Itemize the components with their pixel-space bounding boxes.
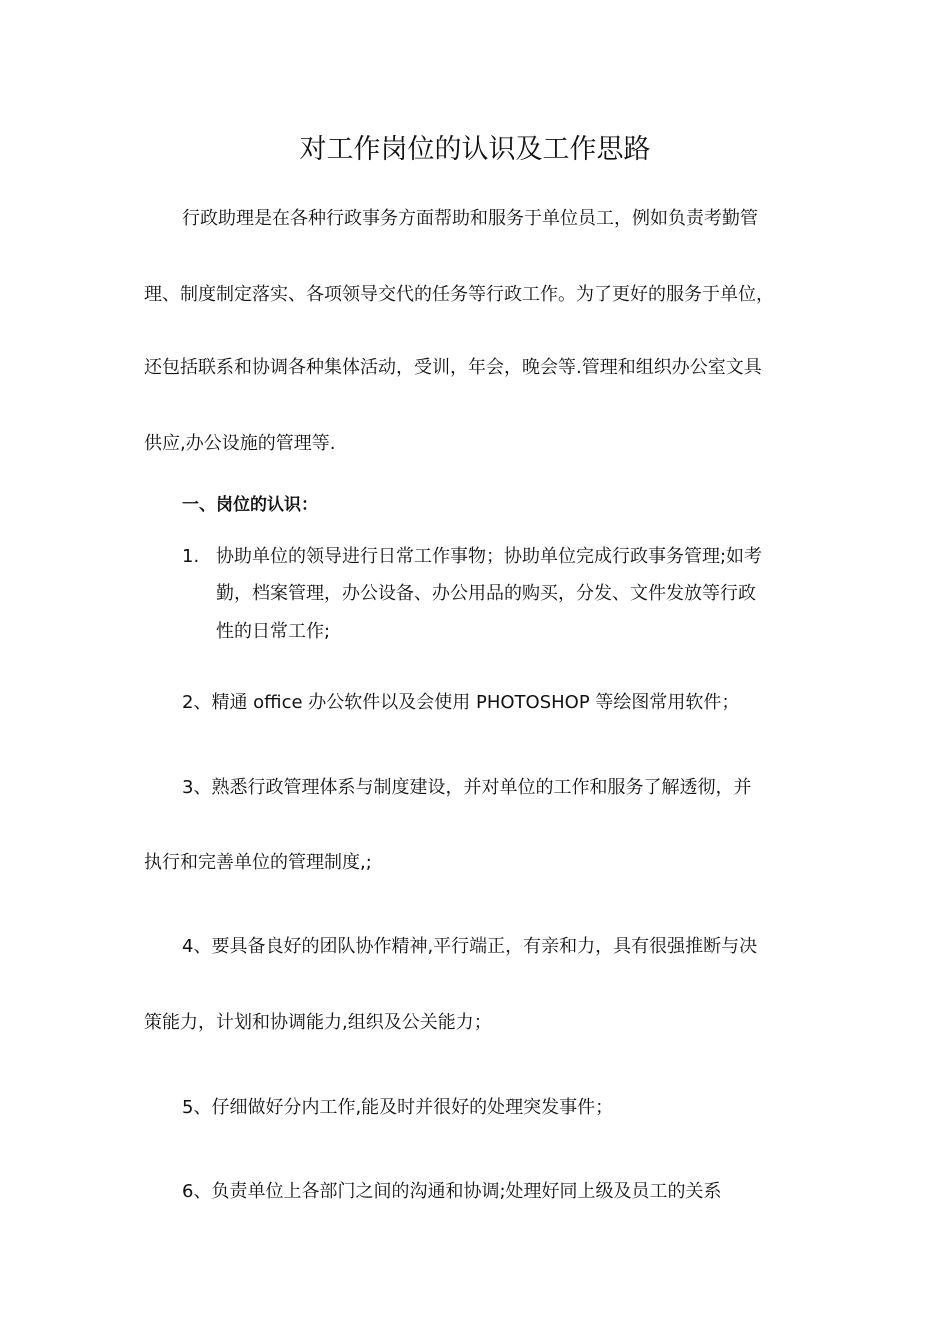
item-2: 2、精通 office 办公软件以及会使用 PHOTOSHOP 等绘图常用软件；: [182, 692, 740, 713]
intro-line-2: 理、制度制定落实、各项领导交代的任务等行政工作。为了更好的服务于单位，: [144, 284, 774, 305]
section-heading: 一、岗位的认识：: [182, 495, 318, 515]
item-3-line-2: 执行和完善单位的管理制度,;: [144, 852, 372, 873]
item-6: 6、负责单位上各部门之间的沟通和协调;处理好同上级及员工的关系: [182, 1181, 722, 1202]
item-5: 5、仔细做好分内工作,能及时并很好的处理突发事件；: [182, 1097, 614, 1118]
item-4-line-1: 4、要具备良好的团队协作精神,平行端正，有亲和力，具有很强推断与决: [182, 936, 758, 957]
item-1-number: 1.: [182, 546, 200, 567]
intro-line-1: 行政助理是在各种行政事务方面帮助和服务于单位员工，例如负责考勤管: [182, 208, 758, 229]
item-4-line-2: 策能力，计划和协调能力,组织及公关能力；: [144, 1012, 492, 1033]
page-title: 对工作岗位的认识及工作思路: [299, 134, 651, 165]
item-3-line-1: 3、熟悉行政管理体系与制度建设，并对单位的工作和服务了解透彻，并: [182, 777, 752, 798]
item-1-line-3: 性的日常工作;: [216, 621, 331, 642]
intro-line-4: 供应,办公设施的管理等.: [144, 433, 336, 454]
item-1-line-2: 勤，档案管理，办公设备、办公用品的购买，分发、文件发放等行政: [216, 583, 756, 604]
item-1-line-1: 协助单位的领导进行日常工作事物；协助单位完成行政事务管理;如考: [216, 546, 763, 567]
intro-line-3: 还包括联系和协调各种集体活动，受训，年会，晚会等.管理和组织办公室文具: [144, 357, 762, 378]
